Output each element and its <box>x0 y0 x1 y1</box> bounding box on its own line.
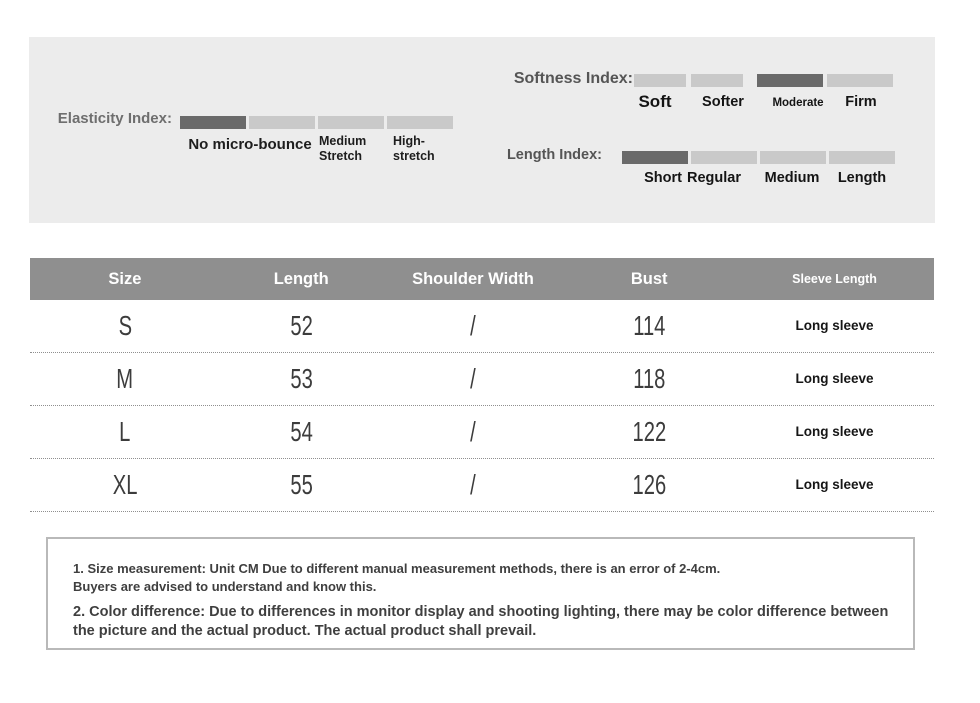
elasticity-level-high-stretch: High-stretch <box>393 134 435 163</box>
cell-shoulder-width <box>383 416 564 448</box>
cell-shoulder-width <box>383 363 564 395</box>
cell-value: Long sleeve <box>795 318 874 333</box>
cell-sleeve-length <box>735 476 934 494</box>
softness-segment-4 <box>827 74 893 87</box>
length-index-label: Length Index: <box>506 147 602 163</box>
elasticity-index-bars <box>180 116 456 129</box>
softness-segment-3 <box>757 74 823 87</box>
elasticity-segment-3 <box>318 116 384 129</box>
cell-bust <box>563 416 735 448</box>
length-segment-1 <box>622 151 688 164</box>
length-segment-2 <box>691 151 757 164</box>
table-header <box>30 258 934 300</box>
cell-value: L <box>119 416 131 447</box>
cell-shoulder-width <box>383 310 564 342</box>
softness-level-moderate: Moderate <box>772 97 824 109</box>
cell-length <box>220 310 383 342</box>
elasticity-segment-2 <box>249 116 315 129</box>
softness-level-softer: Softer <box>702 94 744 110</box>
cell-value: / <box>470 416 476 447</box>
length-level-short: Short <box>644 170 682 186</box>
header-bust: Bust <box>630 269 668 288</box>
cell-bust <box>563 310 735 342</box>
cell-size <box>30 310 220 342</box>
cell-value: Long sleeve <box>795 477 874 492</box>
length-level-medium: Medium <box>764 170 820 186</box>
cell-size <box>30 363 220 395</box>
table-row <box>30 353 934 406</box>
softness-segment-2 <box>691 74 743 87</box>
cell-value: 122 <box>632 416 667 447</box>
cell-size <box>30 416 220 448</box>
cell-value: / <box>470 310 476 341</box>
length-segment-4 <box>829 151 895 164</box>
table-row <box>30 406 934 459</box>
length-index-bars <box>622 151 898 164</box>
elasticity-level-medium-stretch: Medium Stretch <box>319 134 367 163</box>
header-length: Length <box>273 269 329 288</box>
cell-sleeve-length <box>735 423 934 441</box>
elasticity-index-label: Elasticity Index: <box>57 110 172 127</box>
cell-length <box>220 469 383 501</box>
fabric-index-panel <box>29 37 935 223</box>
note-color-difference: 2. Color difference: Due to differences in monitor display and shooting lighting, there may be color difference between the picture and the actual product. The actual product shall prevail. <box>73 604 889 639</box>
length-level-regular: Regular <box>687 170 741 186</box>
table-body <box>30 300 934 512</box>
cell-value: Long sleeve <box>795 371 874 386</box>
cell-length <box>220 363 383 395</box>
header-shoulder-width: Shoulder Width <box>412 269 534 288</box>
softness-level-soft: Soft <box>638 92 672 111</box>
cell-value: Long sleeve <box>795 424 874 439</box>
note-size-measurement: 1. Size measurement: Unit CM Due to different manual measurement methods, there is an error of 2-4cm. <box>73 561 721 576</box>
table-row <box>30 459 934 512</box>
cell-sleeve-length <box>735 370 934 388</box>
softness-segment-1 <box>634 74 686 87</box>
cell-length <box>220 416 383 448</box>
cell-value: 54 <box>289 416 313 447</box>
cell-value: 118 <box>633 363 666 394</box>
softness-level-firm: Firm <box>845 94 877 110</box>
header-size: Size <box>108 269 142 288</box>
softness-index-bars <box>634 74 893 87</box>
elasticity-level-no-micro-bounce: No micro-bounce <box>188 136 312 153</box>
cell-value: S <box>118 310 132 341</box>
cell-bust <box>563 469 735 501</box>
table-row <box>30 300 934 353</box>
cell-shoulder-width <box>383 469 564 501</box>
cell-bust <box>563 363 735 395</box>
length-level-length: Length <box>837 170 887 186</box>
header-sleeve-length: Sleeve Length <box>792 272 877 286</box>
notes-box <box>46 537 915 650</box>
elasticity-segment-1 <box>180 116 246 129</box>
length-segment-3 <box>760 151 826 164</box>
cell-sleeve-length <box>735 317 934 335</box>
cell-value: 114 <box>633 310 666 341</box>
cell-value: XL <box>112 469 138 500</box>
cell-value: 126 <box>632 469 667 500</box>
cell-value: M <box>116 363 134 394</box>
softness-index-label: Softness Index: <box>513 70 633 87</box>
cell-value: 55 <box>289 469 313 500</box>
elasticity-segment-4 <box>387 116 453 129</box>
size-chart-table <box>30 258 934 512</box>
cell-value: / <box>470 469 476 500</box>
cell-value: 53 <box>289 363 313 394</box>
cell-value: 52 <box>289 310 313 341</box>
cell-size <box>30 469 220 501</box>
note-size-measurement-continued: Buyers are advised to understand and know this. <box>73 579 377 594</box>
cell-value: / <box>470 363 476 394</box>
